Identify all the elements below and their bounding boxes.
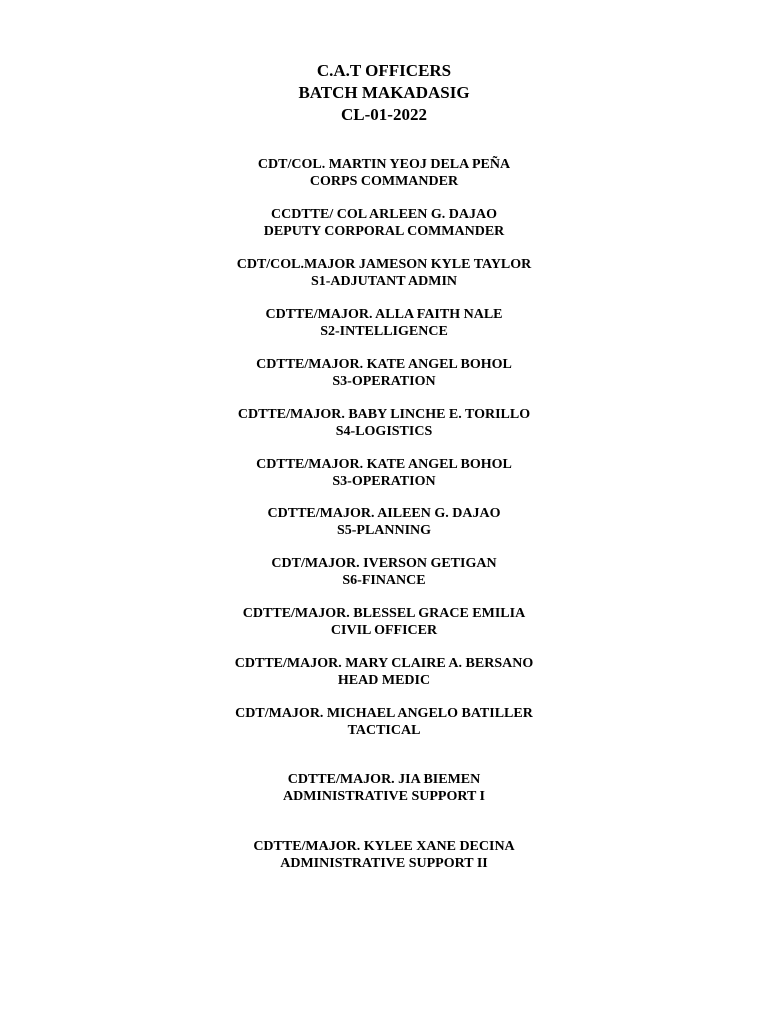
officer-position: S4-LOGISTICS xyxy=(335,424,433,439)
officer-name: CDTTE/MAJOR. MARY CLAIRE A. BERSANO xyxy=(234,656,534,671)
officer-position: DEPUTY CORPORAL COMMANDER xyxy=(263,224,505,239)
officer-name: CDT/COL.MAJOR JAMESON KYLE TAYLOR xyxy=(236,257,532,272)
officer-name: CDTTE/MAJOR. ALLA FAITH NALE xyxy=(265,307,503,322)
officer-entry xyxy=(0,406,768,440)
officer-position: S6-FINANCE xyxy=(342,573,426,588)
officer-name: CDTTE/MAJOR. KATE ANGEL BOHOL xyxy=(256,357,512,372)
officer-name: CDT/COL. MARTIN YEOJ DELA PEÑA xyxy=(257,157,511,172)
officer-position: CORPS COMMANDER xyxy=(309,174,459,189)
officer-position: CIVIL OFFICER xyxy=(330,623,438,638)
officer-entry xyxy=(0,306,768,340)
officer-entry xyxy=(0,456,768,490)
officer-name: CDTTE/MAJOR. JIA BIEMEN xyxy=(287,772,481,787)
officer-position: ADMINISTRATIVE SUPPORT I xyxy=(282,789,486,804)
class-code: CL-01-2022 xyxy=(341,105,427,124)
officer-position: S3-OPERATION xyxy=(332,474,436,489)
officer-position: S2-INTELLIGENCE xyxy=(320,324,448,339)
document-title: C.A.T OFFICERS xyxy=(316,61,452,80)
officer-entry xyxy=(0,206,768,240)
officer-entry xyxy=(0,771,768,805)
officer-position: S1-ADJUTANT ADMIN xyxy=(310,274,458,289)
officer-entry xyxy=(0,555,768,589)
officer-name: CCDTTE/ COL ARLEEN G. DAJAO xyxy=(271,207,497,222)
officer-position: ADMINISTRATIVE SUPPORT II xyxy=(280,856,488,871)
officer-position: TACTICAL xyxy=(347,723,421,738)
officer-entry xyxy=(0,838,768,872)
officer-entry xyxy=(0,605,768,639)
officer-entry xyxy=(0,156,768,190)
officer-entry xyxy=(0,256,768,290)
officer-name: CDT/MAJOR. IVERSON GETIGAN xyxy=(271,556,497,571)
officer-entry xyxy=(0,356,768,390)
officer-name: CDTTE/MAJOR. BABY LINCHE E. TORILLO xyxy=(237,407,531,422)
officer-name: CDTTE/MAJOR. BLESSEL GRACE EMILIA xyxy=(242,606,526,621)
officer-position: HEAD MEDIC xyxy=(337,673,431,688)
officer-name: CDT/MAJOR. MICHAEL ANGELO BATILLER xyxy=(235,706,533,721)
officer-name: CDTTE/MAJOR. KYLEE XANE DECINA xyxy=(253,839,515,854)
officer-entry xyxy=(0,505,768,539)
officer-position: S5-PLANNING xyxy=(336,523,432,538)
batch-name: BATCH MAKADASIG xyxy=(298,83,470,102)
officer-position: S3-OPERATION xyxy=(332,374,436,389)
officer-name: CDTTE/MAJOR. AILEEN G. DAJAO xyxy=(267,506,501,521)
officer-entry xyxy=(0,655,768,689)
officer-name: CDTTE/MAJOR. KATE ANGEL BOHOL xyxy=(256,457,512,472)
document-header xyxy=(0,60,768,126)
officer-entry xyxy=(0,705,768,739)
